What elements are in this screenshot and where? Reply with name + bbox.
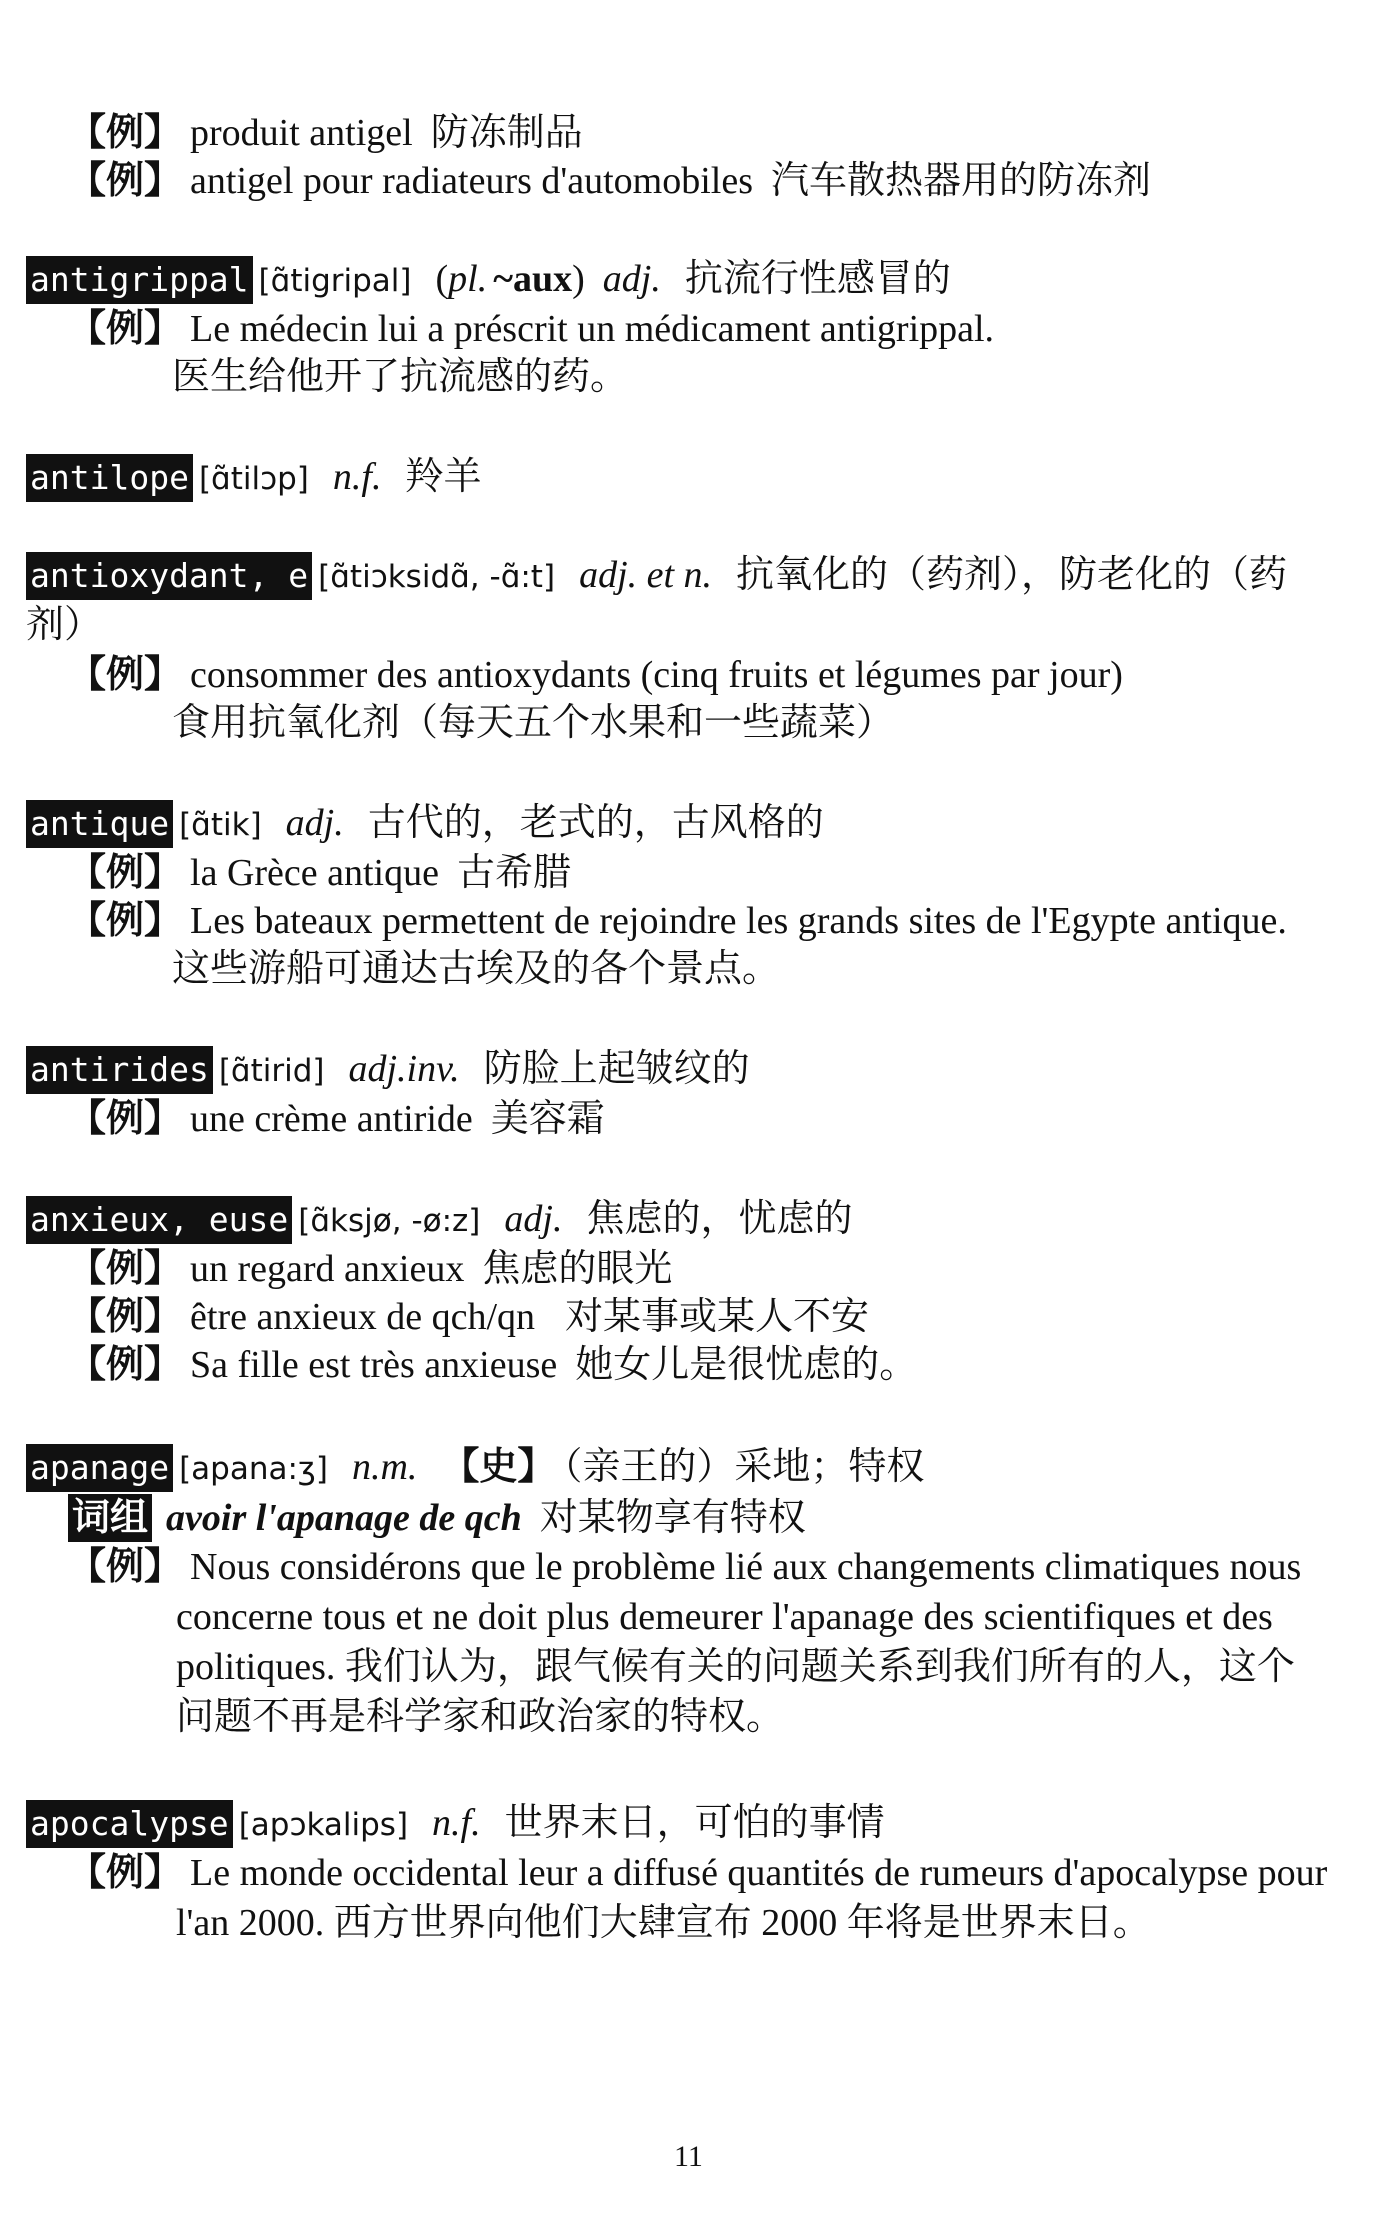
headword: antigrippal: [26, 256, 253, 304]
example-line: [68, 1294, 869, 1340]
part-of-speech: n.f.: [332, 456, 382, 498]
pronunciation: [ɑ̃tik]: [179, 807, 262, 843]
example-chinese: 防冻制品: [430, 112, 583, 154]
entry-header: [26, 1046, 750, 1094]
example-french: un regard anxieux: [190, 1248, 465, 1290]
definition: 抗氧化的（药剂），防老化的（药: [736, 554, 1288, 596]
example-tag: 【例】: [68, 1344, 183, 1386]
example-line: [68, 1544, 1301, 1590]
definition: 防脸上起皱纹的: [483, 1048, 750, 1090]
example-french: Sa fille est très anxieuse: [190, 1344, 558, 1386]
headword: apocalypse: [26, 1800, 233, 1848]
example-line: [68, 898, 1287, 944]
headword: antioxydant, e: [26, 552, 312, 600]
entry-header: [26, 1800, 885, 1848]
example-line: [68, 158, 1151, 204]
plural-open: (: [435, 258, 449, 300]
example-tag: 【例】: [68, 1098, 183, 1140]
example-line: [68, 1342, 917, 1388]
part-of-speech: adj.: [602, 258, 661, 300]
pronunciation: [ɑ̃tigripal]: [258, 263, 412, 299]
definition: （亲王的）采地；特权: [563, 1446, 925, 1488]
entry-header: [26, 454, 481, 502]
pronunciation: [ɑ̃tirid]: [218, 1053, 325, 1089]
example-tag: 【例】: [68, 160, 183, 202]
definition: 抗流行性感冒的: [684, 258, 951, 300]
phrase-label: 词组: [68, 1494, 152, 1542]
example-chinese: 古希腊: [456, 852, 571, 894]
example-french: produit antigel: [190, 112, 413, 154]
example-french: Le médecin lui a préscrit un médicament antigrippal.: [190, 308, 995, 350]
example-line: [68, 1246, 672, 1292]
example-line: [68, 850, 571, 896]
definition: 古代的，老式的，古风格的: [367, 802, 824, 844]
pronunciation: [ɑ̃ksjø, -ø:z]: [298, 1203, 481, 1239]
example-tag: 【例】: [68, 308, 183, 350]
domain-label: 【史】: [441, 1446, 556, 1488]
definition: 世界末日，可怕的事情: [504, 1802, 885, 1844]
plural-close: ): [572, 258, 585, 300]
example-tag: 【例】: [68, 852, 183, 894]
example-text: politiques. 我们认为，跟气候有关的问题关系到我们所有的人，这个: [176, 1646, 1295, 1688]
example-chinese: 汽车散热器用的防冻剂: [770, 160, 1151, 202]
headword: antique: [26, 800, 173, 848]
example-french: consommer des antioxydants (cinq fruits et légumes par jour): [190, 654, 1123, 696]
example-text: Le monde occidental leur a diffusé quantités de rumeurs d'apocalypse pour: [190, 1852, 1328, 1894]
entry-header: [26, 552, 1287, 600]
example-tag: 【例】: [68, 112, 183, 154]
example-french: la Grèce antique: [190, 852, 439, 894]
part-of-speech: adj.: [504, 1198, 563, 1240]
part-of-speech: adj.: [285, 802, 344, 844]
example-tag: 【例】: [68, 1248, 183, 1290]
part-of-speech: adj.inv.: [348, 1048, 460, 1090]
example-text: Nous considérons que le problème lié aux changements climatiques nous: [190, 1546, 1302, 1588]
plural-label: pl.: [448, 258, 488, 300]
pronunciation: [ɑ̃tiɔksidɑ̃, -ɑ̃:t]: [318, 559, 556, 595]
part-of-speech: n.f.: [432, 1802, 481, 1844]
example-french: antigel pour radiateurs d'automobiles: [190, 160, 753, 202]
definition: 羚羊: [405, 456, 482, 498]
entry-header: [26, 1444, 924, 1492]
example-translation: 食用抗氧化剂（每天五个水果和一些蔬菜）: [172, 702, 895, 744]
pronunciation: [apana:ʒ]: [179, 1451, 328, 1487]
part-of-speech: n.m.: [351, 1446, 418, 1488]
plural-form: ~aux: [493, 258, 573, 300]
example-chinese: 焦虑的眼光: [482, 1248, 673, 1290]
entry-header: [26, 800, 824, 848]
definition: 焦虑的，忧虑的: [586, 1198, 853, 1240]
example-chinese: 美容霜: [490, 1098, 605, 1140]
example-tag: 【例】: [68, 654, 183, 696]
example-tag: 【例】: [68, 900, 183, 942]
definition-continued: 剂）: [26, 604, 103, 646]
example-chinese: 她女儿是很忧虑的。: [575, 1344, 918, 1386]
example-line: [68, 652, 1123, 698]
example-french: une crème antiride: [190, 1098, 473, 1140]
example-french: Les bateaux permettent de rejoindre les grands sites de l'Egypte antique.: [190, 900, 1287, 942]
example-translation: 医生给他开了抗流感的药。: [172, 356, 629, 398]
headword: anxieux, euse: [26, 1196, 292, 1244]
headword: apanage: [26, 1444, 173, 1492]
page-number: 11: [674, 2140, 703, 2173]
example-line: [68, 306, 994, 352]
entry-header: [26, 256, 951, 304]
entry-header: [26, 1196, 852, 1244]
example-translation: 这些游船可通达古埃及的各个景点。: [172, 948, 781, 990]
example-line: [68, 110, 583, 156]
example-text: 问题不再是科学家和政治家的特权。: [176, 1696, 785, 1738]
example-text: concerne tous et ne doit plus demeurer l'apanage des scientifiques et des: [176, 1596, 1273, 1638]
example-line: [68, 1096, 605, 1142]
example-chinese: 对某事或某人不安: [565, 1296, 870, 1338]
example-tag: 【例】: [68, 1296, 183, 1338]
example-line: [68, 1850, 1327, 1896]
headword: antirides: [26, 1046, 213, 1094]
part-of-speech: adj. et n.: [579, 554, 713, 596]
example-french: être anxieux de qch/qn: [190, 1296, 536, 1338]
phrase-french: avoir l'apanage de qch: [166, 1497, 522, 1539]
phrase-line: [68, 1494, 806, 1542]
pronunciation: [apɔkalips]: [238, 1807, 409, 1843]
example-text: l'an 2000. 西方世界向他们大肆宣布 2000 年将是世界末日。: [176, 1902, 1151, 1944]
headword: antilope: [26, 454, 193, 502]
pronunciation: [ɑ̃tilɔp]: [198, 461, 309, 497]
phrase-chinese: 对某物享有特权: [539, 1497, 806, 1539]
example-tag: 【例】: [68, 1546, 183, 1588]
example-tag: 【例】: [68, 1852, 183, 1894]
